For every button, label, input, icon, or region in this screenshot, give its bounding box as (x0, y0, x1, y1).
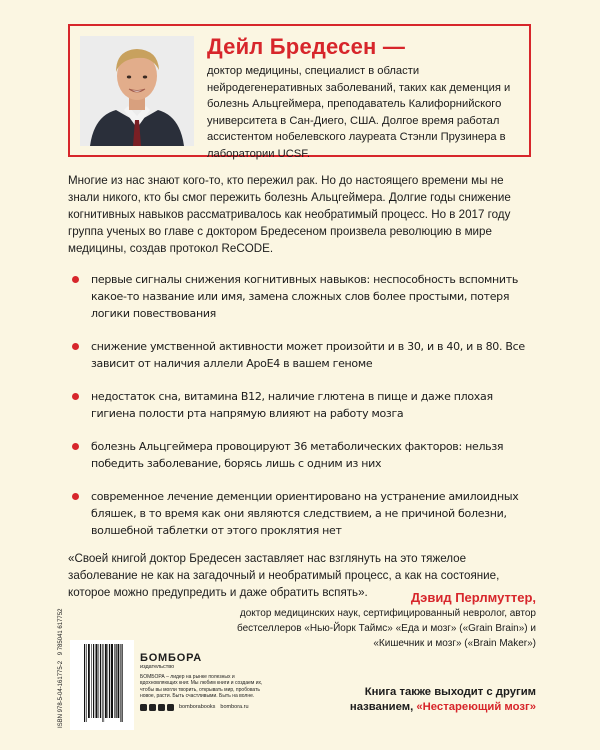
author-name: Дейл Бредесен — (207, 34, 406, 59)
author-box (68, 24, 531, 160)
alternate-title-text: Книга также выходит с другим названием, (349, 686, 536, 713)
quote-author: Дэвид Перлмуттер, (410, 590, 536, 605)
publisher-description: БОМБОРА – лидер на рынке полезных и вдохновляющих книг. Мы любим книги и создаем их, чтобы вы могли творить, открывать мир, пробовать новое, расти. Быть счастливыми. Быть на волне. (140, 674, 263, 700)
social-handle: bomborabooks (179, 704, 216, 711)
list-item (70, 338, 540, 372)
list-item (70, 271, 540, 322)
list-item (70, 488, 540, 539)
list-item-text: современное лечение деменции ориентировано на устранение амилоидных бляшек, в то время как они являются следствием, а не причиной болезни, волшебной таблетки от этого проклятия нет (91, 490, 519, 537)
list-item-text: болезнь Альцгеймера провоцируют 36 метаболических факторов: нельзя победить заболевание, борясь лишь с одним из них (91, 440, 504, 470)
bullet-icon (72, 443, 79, 450)
alternate-title-note (316, 685, 536, 715)
publisher-social (140, 704, 270, 711)
social-network-icon (167, 704, 174, 711)
publisher-subtitle: издательство (140, 664, 175, 670)
author-bio: доктор медицины, специалист в области нейродегенеративных заболеваний, таких как деменция и болезнь Альцгеймера, преподаватель Калифорнийского университета в Сан-Диего, США. Долгое время работал ассистентом нобелевского лауреата Стэнли Прузинера в лаборатории UCSF. (207, 65, 511, 160)
list-item-text: снижение умственной активности может произойти и в 30, и в 40, и в 80. Все зависит от наличия аллели ApoE4 в вашем геноме (91, 340, 525, 370)
publisher-logo: БОМБОРА (140, 652, 203, 664)
social-network-icon (140, 704, 147, 711)
intro-paragraph: Многие из нас знают кого-то, кто пережил рак. Но до настоящего времени мы не знали никого, кто бы смог пережить болезнь Альцгеймера. Долгие годы снижение когнитивных навыков рассматривалось как необратимый процесс. Но в 2017 году группа ученых во главе с доктором Бредесеном произвела революцию в мире медицины, создав протокол ReCODE. (68, 174, 511, 255)
alternate-title: «Нестареющий мозг» (416, 701, 536, 713)
publisher-site: bombora.ru (220, 704, 249, 711)
list-item (70, 438, 540, 472)
bullet-icon (72, 276, 79, 283)
list-item-text: недостаток сна, витамина B12, наличие глютена в пище и даже плохая гигиена полости рта напрямую влияют на работу мозга (91, 390, 493, 420)
social-network-icon (149, 704, 156, 711)
isbn-code: ISBN 978-5-04-161775-2 (58, 660, 64, 728)
author-photo-illustration (80, 36, 194, 146)
key-points-list (70, 271, 540, 539)
isbn-barcode (70, 640, 134, 730)
quote-author-credentials: доктор медицинских наук, сертифицированный невролог, автор бестселлеров «Нью-Йорк Таймс» «Еда и мозг» («Grain Brain») и «Кишечник и мозг» («Brain Maker») (236, 608, 536, 649)
barcode-digits: 9 785041 617752 (58, 608, 64, 656)
social-network-icon (158, 704, 165, 711)
list-item-text: первые сигналы снижения когнитивных навыков: неспособность вспомнить какое-то название или имя, замена сложных слов более простыми, потеря логики повествования (91, 273, 519, 320)
author-photo (80, 36, 194, 146)
bullet-icon (72, 493, 79, 500)
publisher-block (140, 652, 270, 711)
review-quote: «Своей книгой доктор Бредесен заставляет нас взглянуть на это тяжелое заболевание не как на загадочный и необратимый процесс, а как на состояние, которое можно предупредить и даже обратить вспять». (68, 552, 500, 599)
isbn-number (58, 608, 68, 728)
list-item (70, 388, 540, 422)
barcode-graphic (70, 640, 134, 730)
bullet-icon (72, 393, 79, 400)
bullet-icon (72, 343, 79, 350)
